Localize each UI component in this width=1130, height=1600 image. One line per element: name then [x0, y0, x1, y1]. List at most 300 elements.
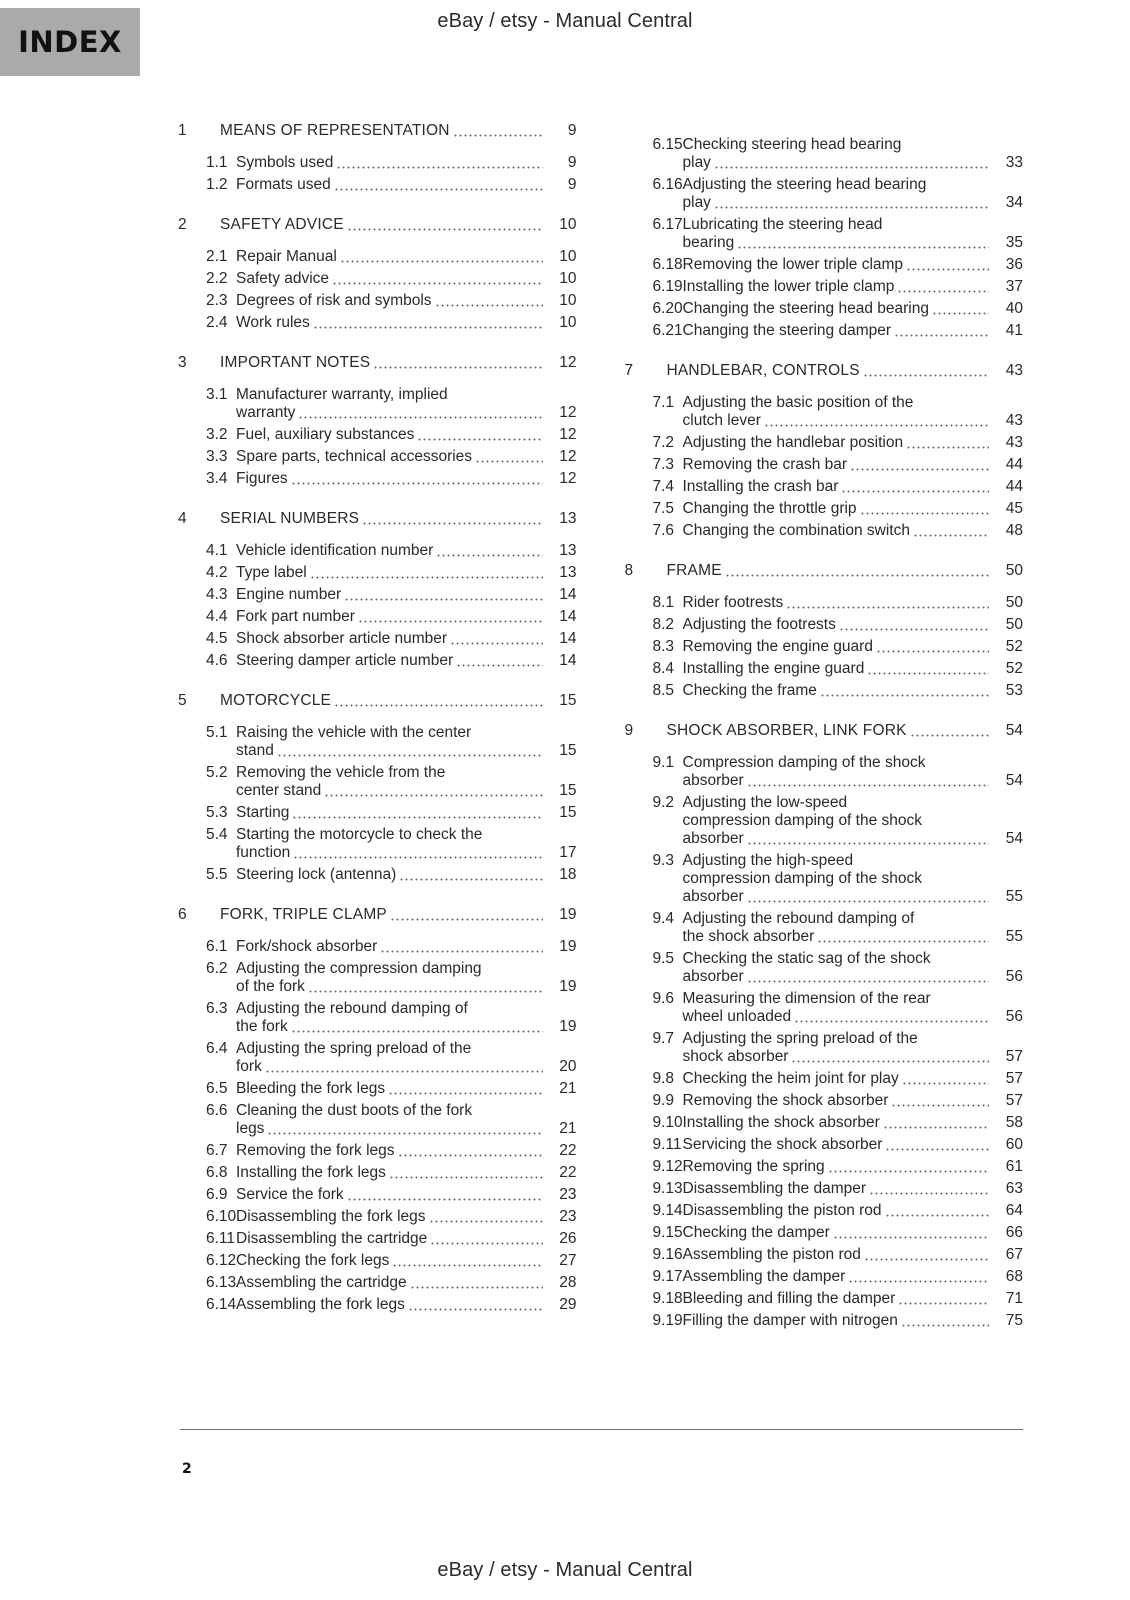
toc-section-row[interactable]	[625, 1268, 1024, 1286]
section-title-line	[683, 434, 1024, 452]
toc-section-row[interactable]	[178, 470, 577, 488]
dot-leader	[737, 246, 989, 249]
section-title-line	[683, 478, 1024, 496]
section-body	[236, 448, 577, 466]
section-page-number: 21	[559, 1120, 577, 1137]
section-number: 7.4	[652, 478, 675, 495]
toc-section-row[interactable]	[178, 314, 577, 332]
section-page-number: 12	[559, 448, 577, 465]
section-number: 9.5	[652, 950, 675, 967]
section-title-line	[683, 812, 1024, 830]
section-body	[683, 1030, 1024, 1066]
toc-chapter-row[interactable]	[625, 722, 1024, 740]
toc-chapter-row[interactable]	[625, 562, 1024, 580]
section-title-line	[236, 404, 577, 422]
section-title-line	[236, 426, 577, 444]
section-title-line	[236, 782, 577, 800]
toc-section-row[interactable]	[625, 1312, 1024, 1330]
dot-leader	[791, 1060, 989, 1063]
toc-left-column	[178, 122, 577, 1330]
toc-section-row[interactable]	[625, 216, 1024, 252]
toc-section-row[interactable]	[178, 270, 577, 288]
toc-chapter-row[interactable]	[178, 906, 577, 924]
section-number: 9.12	[652, 1158, 683, 1175]
index-tab-label: INDEX	[18, 25, 122, 59]
dot-leader	[786, 606, 989, 609]
toc-section-row[interactable]	[178, 804, 577, 822]
toc-section-row[interactable]	[178, 1274, 577, 1292]
chapter-title: FRAME	[666, 562, 722, 579]
toc-section-row[interactable]	[178, 176, 577, 194]
toc-section-row[interactable]	[178, 960, 577, 996]
section-body	[683, 256, 1024, 274]
section-page-number: 40	[1005, 300, 1023, 317]
section-title-line	[236, 248, 577, 266]
section-title: Spare parts, technical accessories	[236, 448, 473, 465]
section-page-number: 56	[1005, 1008, 1023, 1025]
section-title-line	[236, 1018, 577, 1036]
section-title-line	[683, 1048, 1024, 1066]
section-title: shock absorber	[682, 1048, 789, 1065]
section-number: 7.6	[652, 522, 675, 539]
section-page-number: 15	[559, 782, 577, 799]
section-page-number: 43	[1005, 412, 1023, 429]
dot-leader	[429, 1220, 543, 1223]
chapter-title: SERIAL NUMBERS	[220, 510, 360, 527]
toc-section-row[interactable]	[178, 1080, 577, 1098]
section-title: Work rules	[236, 314, 310, 331]
dot-leader	[344, 598, 542, 601]
section-title: the shock absorber	[682, 928, 815, 945]
dot-leader	[714, 166, 989, 169]
section-title-line	[683, 1268, 1024, 1286]
chapter-number: 6	[178, 906, 187, 923]
toc-chapter-row[interactable]	[625, 362, 1024, 380]
dot-leader	[894, 334, 989, 337]
section-title: Disassembling the damper	[682, 1180, 867, 1197]
toc-section-row[interactable]	[625, 1092, 1024, 1110]
section-number: 6.16	[652, 176, 683, 193]
section-title-line	[683, 216, 1024, 234]
section-body	[683, 1092, 1024, 1110]
toc-chapter-row[interactable]	[178, 510, 577, 528]
section-body	[236, 960, 577, 996]
section-title-line	[236, 564, 577, 582]
section-title-line	[236, 292, 577, 310]
section-title: absorber	[682, 968, 744, 985]
dot-leader	[347, 1198, 543, 1201]
section-body	[236, 270, 577, 288]
section-title-line	[683, 234, 1024, 252]
chapter-title-wrap	[220, 216, 577, 234]
section-title-line	[683, 1008, 1024, 1026]
section-page-number: 10	[559, 292, 577, 309]
section-body	[683, 1246, 1024, 1264]
toc-section-row[interactable]	[625, 1114, 1024, 1132]
section-title: wheel unloaded	[682, 1008, 792, 1025]
toc-section-row[interactable]	[625, 1070, 1024, 1088]
section-number: 5.4	[206, 826, 228, 843]
chapter-title-wrap	[667, 722, 1024, 740]
section-number: 9.10	[652, 1114, 683, 1131]
section-body	[236, 586, 577, 604]
section-number: 8.2	[652, 616, 675, 633]
section-number: 6.19	[652, 278, 683, 295]
section-title-line	[236, 1186, 577, 1204]
section-body	[236, 154, 577, 172]
section-number: 3.4	[206, 470, 228, 487]
section-title: compression damping of the shock	[682, 870, 923, 887]
dot-leader	[292, 816, 542, 819]
toc-section-row[interactable]	[625, 638, 1024, 656]
footer-divider	[180, 1429, 1023, 1430]
section-title-line	[236, 804, 577, 822]
section-number: 7.3	[652, 456, 675, 473]
section-title: Servicing the shock absorber	[682, 1136, 883, 1153]
section-title: Disassembling the cartridge	[236, 1230, 428, 1247]
section-title: Degrees of risk and symbols	[236, 292, 432, 309]
section-page-number: 13	[559, 542, 577, 559]
toc-section-row[interactable]	[625, 500, 1024, 518]
toc-section-row[interactable]	[625, 682, 1024, 700]
section-title-line	[683, 870, 1024, 888]
toc-section-row[interactable]	[625, 1180, 1024, 1198]
toc-section-row[interactable]	[178, 1142, 577, 1160]
chapter-page-number: 12	[559, 354, 577, 371]
section-body	[683, 1180, 1024, 1198]
section-title: Bleeding and filling the damper	[682, 1290, 896, 1307]
section-title: Fuel, auxiliary substances	[236, 426, 415, 443]
section-title: Fork/shock absorber	[236, 938, 378, 955]
section-body	[683, 1070, 1024, 1088]
section-title-line	[236, 176, 577, 194]
section-title: Formats used	[236, 176, 331, 193]
section-title: function	[236, 844, 291, 861]
section-number: 2.4	[206, 314, 228, 331]
section-body	[683, 950, 1024, 986]
section-title: center stand	[236, 782, 322, 799]
chapter-number: 1	[178, 122, 187, 139]
section-title-line	[236, 1296, 577, 1314]
section-title: Vehicle identification number	[236, 542, 434, 559]
toc-section-row[interactable]	[625, 950, 1024, 986]
section-title-line	[683, 1202, 1024, 1220]
section-title-line	[683, 394, 1024, 412]
toc-section-row[interactable]	[625, 990, 1024, 1026]
toc-section-row[interactable]	[178, 826, 577, 862]
section-title: Steering damper article number	[236, 652, 454, 669]
section-title-line	[236, 1274, 577, 1292]
section-title: bearing	[682, 234, 735, 251]
toc-section-row[interactable]	[625, 1136, 1024, 1154]
dot-leader	[398, 1154, 543, 1157]
table-of-contents	[178, 122, 1023, 1330]
header-watermark: eBay / etsy - Manual Central	[437, 10, 693, 32]
section-body	[683, 852, 1024, 906]
section-title: stand	[236, 742, 274, 759]
dot-leader	[747, 900, 989, 903]
section-body	[683, 522, 1024, 540]
section-number: 2.2	[206, 270, 228, 287]
chapter-number: 9	[624, 722, 634, 739]
toc-section-row[interactable]	[178, 1208, 577, 1226]
section-page-number: 54	[1005, 830, 1023, 847]
section-number: 6.21	[652, 322, 683, 339]
section-number: 6.9	[206, 1186, 228, 1203]
section-title: Starting the motorcycle to check the	[236, 826, 483, 843]
chapter-page-number: 9	[567, 122, 577, 139]
section-number: 9.9	[652, 1092, 675, 1109]
chapter-title-wrap	[220, 692, 577, 710]
section-title: the fork	[236, 1018, 288, 1035]
toc-chapter-row[interactable]	[178, 122, 577, 140]
toc-section-row[interactable]	[625, 616, 1024, 634]
toc-section-row[interactable]	[178, 292, 577, 310]
section-page-number: 9	[567, 154, 577, 171]
section-body	[683, 594, 1024, 612]
toc-section-row[interactable]	[625, 256, 1024, 274]
section-body	[683, 1114, 1024, 1132]
section-body	[236, 608, 577, 626]
section-number: 9.15	[652, 1224, 683, 1241]
chapter-page-number: 43	[1005, 362, 1023, 379]
section-title-line	[683, 682, 1024, 700]
section-body	[236, 1000, 577, 1036]
section-body	[683, 1290, 1024, 1308]
section-title-line	[236, 154, 577, 172]
section-title-line	[683, 794, 1024, 812]
toc-section-row[interactable]	[625, 1246, 1024, 1264]
chapter-title-wrap	[667, 562, 1024, 580]
section-title-line	[236, 448, 577, 466]
toc-section-row[interactable]	[178, 564, 577, 582]
section-title-line	[683, 638, 1024, 656]
toc-section-row[interactable]	[625, 300, 1024, 318]
section-title-line	[683, 1246, 1024, 1264]
section-title: Compression damping of the shock	[682, 754, 926, 771]
section-number: 6.12	[206, 1252, 237, 1269]
toc-section-row[interactable]	[178, 448, 577, 466]
section-number: 6.2	[206, 960, 228, 977]
section-title-line	[236, 314, 577, 332]
section-page-number: 61	[1005, 1158, 1023, 1175]
section-body	[236, 1230, 577, 1248]
section-body	[683, 278, 1024, 296]
section-page-number: 68	[1005, 1268, 1023, 1285]
section-title-line	[236, 586, 577, 604]
toc-section-row[interactable]	[625, 434, 1024, 452]
section-page-number: 35	[1005, 234, 1023, 251]
section-body	[683, 136, 1024, 172]
toc-section-row[interactable]	[178, 154, 577, 172]
toc-section-row[interactable]	[625, 910, 1024, 946]
toc-section-row[interactable]	[625, 394, 1024, 430]
toc-section-row[interactable]	[625, 176, 1024, 212]
section-number: 6.18	[652, 256, 683, 273]
dot-leader	[358, 620, 543, 623]
dot-leader	[389, 1176, 543, 1179]
section-title: Checking the frame	[682, 682, 817, 699]
section-page-number: 22	[559, 1164, 577, 1181]
dot-leader	[390, 918, 543, 921]
section-title: Adjusting the handlebar position	[682, 434, 904, 451]
toc-section-row[interactable]	[178, 866, 577, 884]
chapter-page-number: 50	[1005, 562, 1023, 579]
dot-leader	[841, 490, 989, 493]
toc-section-row[interactable]	[178, 938, 577, 956]
dot-leader	[265, 1070, 543, 1073]
section-page-number: 60	[1005, 1136, 1023, 1153]
section-title: Fork part number	[236, 608, 355, 625]
section-title-line	[236, 844, 577, 862]
section-number: 8.4	[652, 660, 675, 677]
dot-leader	[820, 694, 989, 697]
toc-section-row[interactable]	[178, 542, 577, 560]
section-page-number: 28	[559, 1274, 577, 1291]
toc-chapter-row[interactable]	[178, 216, 577, 234]
toc-section-row[interactable]	[178, 586, 577, 604]
section-body	[683, 176, 1024, 212]
toc-section-row[interactable]	[178, 1186, 577, 1204]
toc-section-row[interactable]	[625, 1202, 1024, 1220]
dot-leader	[828, 1170, 989, 1173]
section-title: Repair Manual	[236, 248, 337, 265]
section-page-number: 52	[1005, 638, 1023, 655]
section-title: Adjusting the footrests	[682, 616, 836, 633]
toc-section-row[interactable]	[178, 1164, 577, 1182]
dot-leader	[714, 206, 989, 209]
dot-leader	[436, 554, 542, 557]
toc-section-row[interactable]	[625, 478, 1024, 496]
toc-section-row[interactable]	[625, 278, 1024, 296]
section-title-line	[236, 1080, 577, 1098]
section-page-number: 14	[559, 630, 577, 647]
toc-section-row[interactable]	[625, 1224, 1024, 1242]
section-number: 8.3	[652, 638, 675, 655]
dot-leader	[453, 134, 543, 137]
section-page-number: 66	[1005, 1224, 1023, 1241]
toc-section-row[interactable]	[178, 1296, 577, 1314]
dot-leader	[764, 424, 989, 427]
dot-leader	[747, 980, 989, 983]
section-number: 5.3	[206, 804, 228, 821]
section-number: 9.2	[652, 794, 675, 811]
toc-section-row[interactable]	[178, 652, 577, 670]
section-body	[683, 990, 1024, 1026]
section-title: fork	[236, 1058, 262, 1075]
footer-watermark: eBay / etsy - Manual Central	[437, 1559, 693, 1581]
toc-section-row[interactable]	[178, 248, 577, 266]
toc-section-row[interactable]	[625, 522, 1024, 540]
section-title: Cleaning the dust boots of the fork	[236, 1102, 473, 1119]
section-number: 6.4	[206, 1040, 228, 1057]
dot-leader	[399, 878, 542, 881]
section-number: 4.6	[206, 652, 228, 669]
toc-section-row[interactable]	[625, 754, 1024, 790]
toc-section-row[interactable]	[178, 426, 577, 444]
section-title-line	[683, 950, 1024, 968]
section-title-line	[683, 154, 1024, 172]
section-title: Removing the lower triple clamp	[682, 256, 904, 273]
dot-leader	[867, 672, 989, 675]
section-title-line	[236, 1120, 577, 1138]
toc-section-row[interactable]	[178, 1040, 577, 1076]
section-body	[236, 1040, 577, 1076]
toc-chapter-row[interactable]	[178, 354, 577, 372]
toc-section-row[interactable]	[178, 724, 577, 760]
section-page-number: 50	[1005, 616, 1023, 633]
toc-section-row[interactable]	[625, 1030, 1024, 1066]
section-number: 6.20	[652, 300, 683, 317]
section-title: Safety advice	[236, 270, 330, 287]
section-page-number: 53	[1005, 682, 1023, 699]
dot-leader	[456, 664, 542, 667]
dot-leader	[863, 374, 989, 377]
section-title: Installing the fork legs	[236, 1164, 386, 1181]
section-title-line	[683, 1180, 1024, 1198]
dot-leader	[860, 512, 989, 515]
section-title-line	[236, 742, 577, 760]
dot-leader	[336, 166, 542, 169]
toc-section-row[interactable]	[625, 456, 1024, 474]
toc-section-row[interactable]	[178, 386, 577, 422]
dot-leader	[332, 282, 542, 285]
toc-section-row[interactable]	[625, 852, 1024, 906]
section-title-line	[236, 978, 577, 996]
section-number: 9.1	[652, 754, 675, 771]
page-number: 2	[182, 1461, 192, 1477]
toc-section-row[interactable]	[178, 630, 577, 648]
dot-leader	[864, 1258, 989, 1261]
section-title: Checking the static sag of the shock	[682, 950, 931, 967]
section-title-line	[236, 470, 577, 488]
toc-section-row[interactable]	[625, 322, 1024, 340]
section-number: 5.2	[206, 764, 228, 781]
toc-section-row[interactable]	[625, 136, 1024, 172]
toc-section-row[interactable]	[178, 1230, 577, 1248]
section-body	[236, 386, 577, 422]
toc-section-row[interactable]	[178, 1102, 577, 1138]
dot-leader	[388, 1092, 542, 1095]
section-page-number: 52	[1005, 660, 1023, 677]
chapter-page-number: 10	[559, 216, 577, 233]
toc-section-row[interactable]	[625, 794, 1024, 848]
toc-section-row[interactable]	[178, 608, 577, 626]
chapter-page-number: 13	[559, 510, 577, 527]
section-body	[236, 652, 577, 670]
section-title-line	[683, 1092, 1024, 1110]
section-body	[236, 564, 577, 582]
dot-leader	[308, 990, 543, 993]
section-page-number: 57	[1005, 1048, 1023, 1065]
toc-chapter-row[interactable]	[178, 692, 577, 710]
toc-section-row[interactable]	[178, 764, 577, 800]
section-title-line	[683, 1312, 1024, 1330]
toc-section-row[interactable]	[625, 1290, 1024, 1308]
toc-section-row[interactable]	[178, 1252, 577, 1270]
section-title-line	[683, 522, 1024, 540]
toc-section-row[interactable]	[625, 1158, 1024, 1176]
section-number: 7.1	[652, 394, 675, 411]
toc-section-row[interactable]	[178, 1000, 577, 1036]
section-body	[236, 804, 577, 822]
section-page-number: 12	[559, 404, 577, 421]
toc-section-row[interactable]	[625, 660, 1024, 678]
section-page-number: 19	[559, 1018, 577, 1035]
section-title: Adjusting the high-speed	[682, 852, 854, 869]
chapter-title: HANDLEBAR, CONTROLS	[666, 362, 860, 379]
toc-section-row[interactable]	[625, 594, 1024, 612]
